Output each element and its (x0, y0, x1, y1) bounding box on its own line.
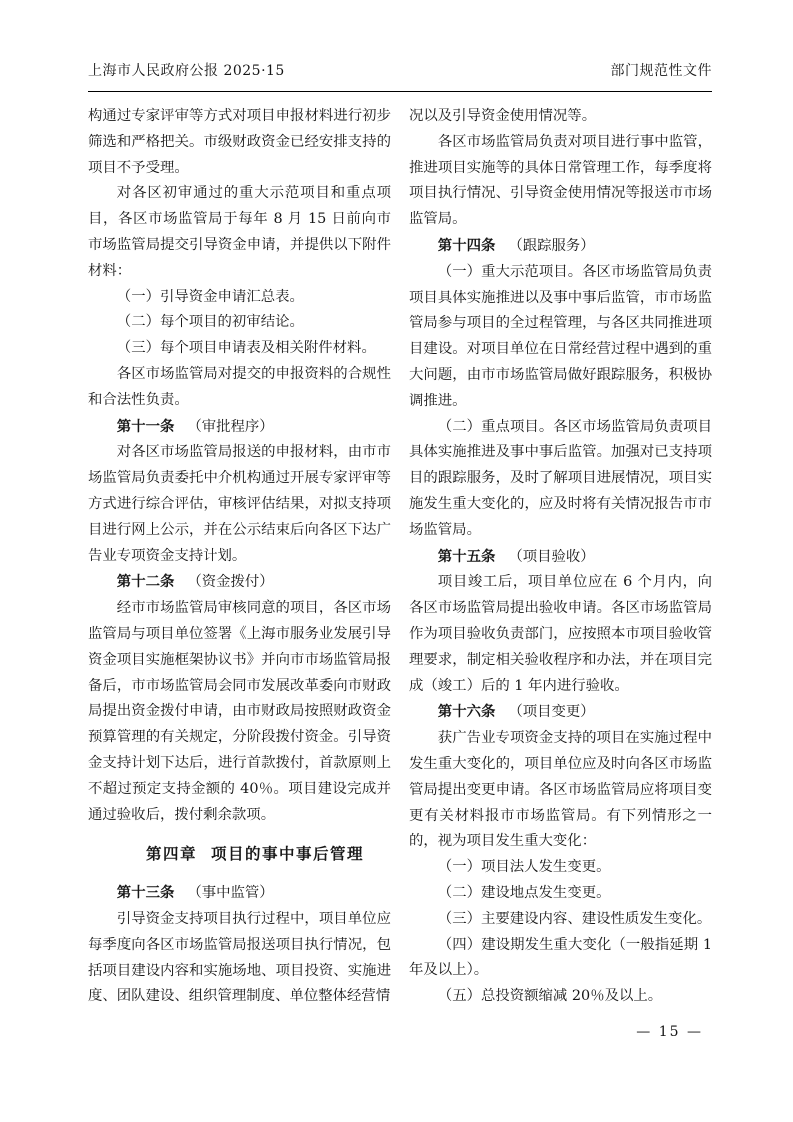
article-heading (409, 544, 712, 571)
article-heading (409, 233, 712, 260)
page-header (88, 60, 712, 80)
article-number: 第十一条 (116, 417, 175, 435)
chapter-heading (88, 841, 391, 867)
article-number: 第十五条 (437, 547, 496, 565)
article-heading (88, 569, 391, 596)
page-number: — 15 — (636, 1024, 703, 1040)
article-title: （项目变更） (508, 704, 595, 721)
list-item: （四）建设期发生重大变化（一般指延期 1 年及以上）。 (409, 936, 712, 979)
list-item: （二）建设地点发生变更。 (437, 884, 611, 901)
article-title: （事中监管） (187, 885, 274, 902)
article-title: （资金拨付） (187, 574, 274, 591)
paragraph: 引导资金支持项目执行过程中，项目单位应每季度向各区市场监管局报送项目执行情况，包括项目建设内容和实施场地、项目投资、实施进度、团队建设、组织管理制度、单位整体经营情 (88, 910, 391, 1005)
list-item: （二）每个项目的初审结论。 (116, 314, 304, 331)
article-title: （项目验收） (508, 548, 595, 565)
list-item: （三）主要建设内容、建设性质发生变化。 (437, 910, 712, 927)
list-item: （三）每个项目申请表及相关附件材料。 (116, 340, 376, 357)
paragraph: 对各区初审通过的重大示范项目和重点项目，各区市场监管局于每年 8 月 15 日前向市市场监管局提交引导资金申请，并提供以下附件材料： (88, 185, 391, 279)
paragraph: 各区市场监管局负责对项目进行事中监管，推进项目实施等的具体日常管理工作，每季度将项目执行情况、引导资金使用情况等报送市市场监管局。 (409, 133, 712, 228)
article-number: 第十六条 (437, 703, 496, 721)
paragraph: （二）重点项目。各区市场监管局负责项目具体实施推进及事中事后监管。加强对已支持项目的跟踪服务，及时了解项目进展情况，项目实施发生重大变化的，应及时将有关情况报告市市场监管局。 (409, 418, 712, 538)
article-number: 第十三条 (116, 884, 175, 902)
paragraph: 对各区市场监管局报送的申报材料，由市市场监管局负责委托中介机构通过开展专家评审等方式进行综合评估，审核评估结果，对拟支持项目进行网上公示，并在公示结束后向各区下达广告业专项资金支持计划。 (88, 444, 391, 564)
article-heading (88, 414, 391, 441)
paragraph: 经市市场监管局审核同意的项目，各区市场监管局与项目单位签署《上海市服务业发展引导资金项目实施框架协议书》并向市市场监管局报备后，市市场监管局会同市发展改革委向市财政局提出资金拨付申请，由市财政局按照财政资金预算管理的有关规定，分阶段拨付资金。引导资金支持计划下达后，进行首款拨付，首款原则上不超过预定支持金额的 40％。项目建设完成并通过验收后，拨付剩余款项。 (88, 600, 391, 823)
article-heading (409, 699, 712, 726)
article-title: （审批程序） (187, 418, 274, 435)
document-body (88, 104, 712, 1010)
article-heading (88, 880, 391, 907)
list-item: （一）项目法人发生变更。 (437, 859, 611, 876)
article-title: （跟踪服务） (508, 237, 595, 254)
list-item: （五）总投资额缩减 20％及以上。 (437, 988, 663, 1005)
paragraph: 项目竣工后，项目单位应在 6 个月内，向各区市场监管局提出验收申请。各区市场监管局作为项目验收负责部门，应按照本市项目验收管理要求，制定相关验收程序和办法，并在项目完成（竣工）后的 1 年内进行验收。 (409, 574, 712, 694)
article-number: 第十四条 (437, 236, 496, 254)
article-number: 第十二条 (116, 573, 175, 591)
section-title: 部门规范性文件 (610, 63, 712, 79)
paragraph: 况以及引导资金使用情况等。 (409, 108, 597, 124)
paragraph: 构通过专家评审等方式对项目申报材料进行初步筛选和严格把关。市级财政资金已经安排支持的项目不予受理。 (88, 108, 391, 176)
left-column (88, 104, 391, 1010)
paragraph: 获广告业专项资金支持的项目在实施过程中发生重大变化的，项目单位应及时向各区市场监管局提出变更申请。各区市场监管局应将项目变更有关材料报市市场监管局。有下列情形之一的，视为项目发生重大变化： (409, 730, 712, 850)
chapter-number: 第四章 (146, 844, 198, 864)
chapter-title: 项目的事中事后管理 (210, 844, 364, 864)
gazette-title: 上海市人民政府公报 2025·15 (88, 63, 285, 79)
header-divider (88, 91, 712, 92)
paragraph: （一）重大示范项目。各区市场监管局负责项目具体实施推进以及事中事后监管，市市场监管局参与项目的全过程管理，与各区共同推进项目建设。对项目单位在日常经营过程中遇到的重大问题，由市市场监管局做好跟踪服务，积极协调推进。 (409, 263, 712, 409)
list-item: （一）引导资金申请汇总表。 (116, 288, 304, 305)
paragraph: 各区市场监管局对提交的申报资料的合规性和合法性负责。 (88, 365, 391, 408)
right-column (409, 104, 712, 1010)
